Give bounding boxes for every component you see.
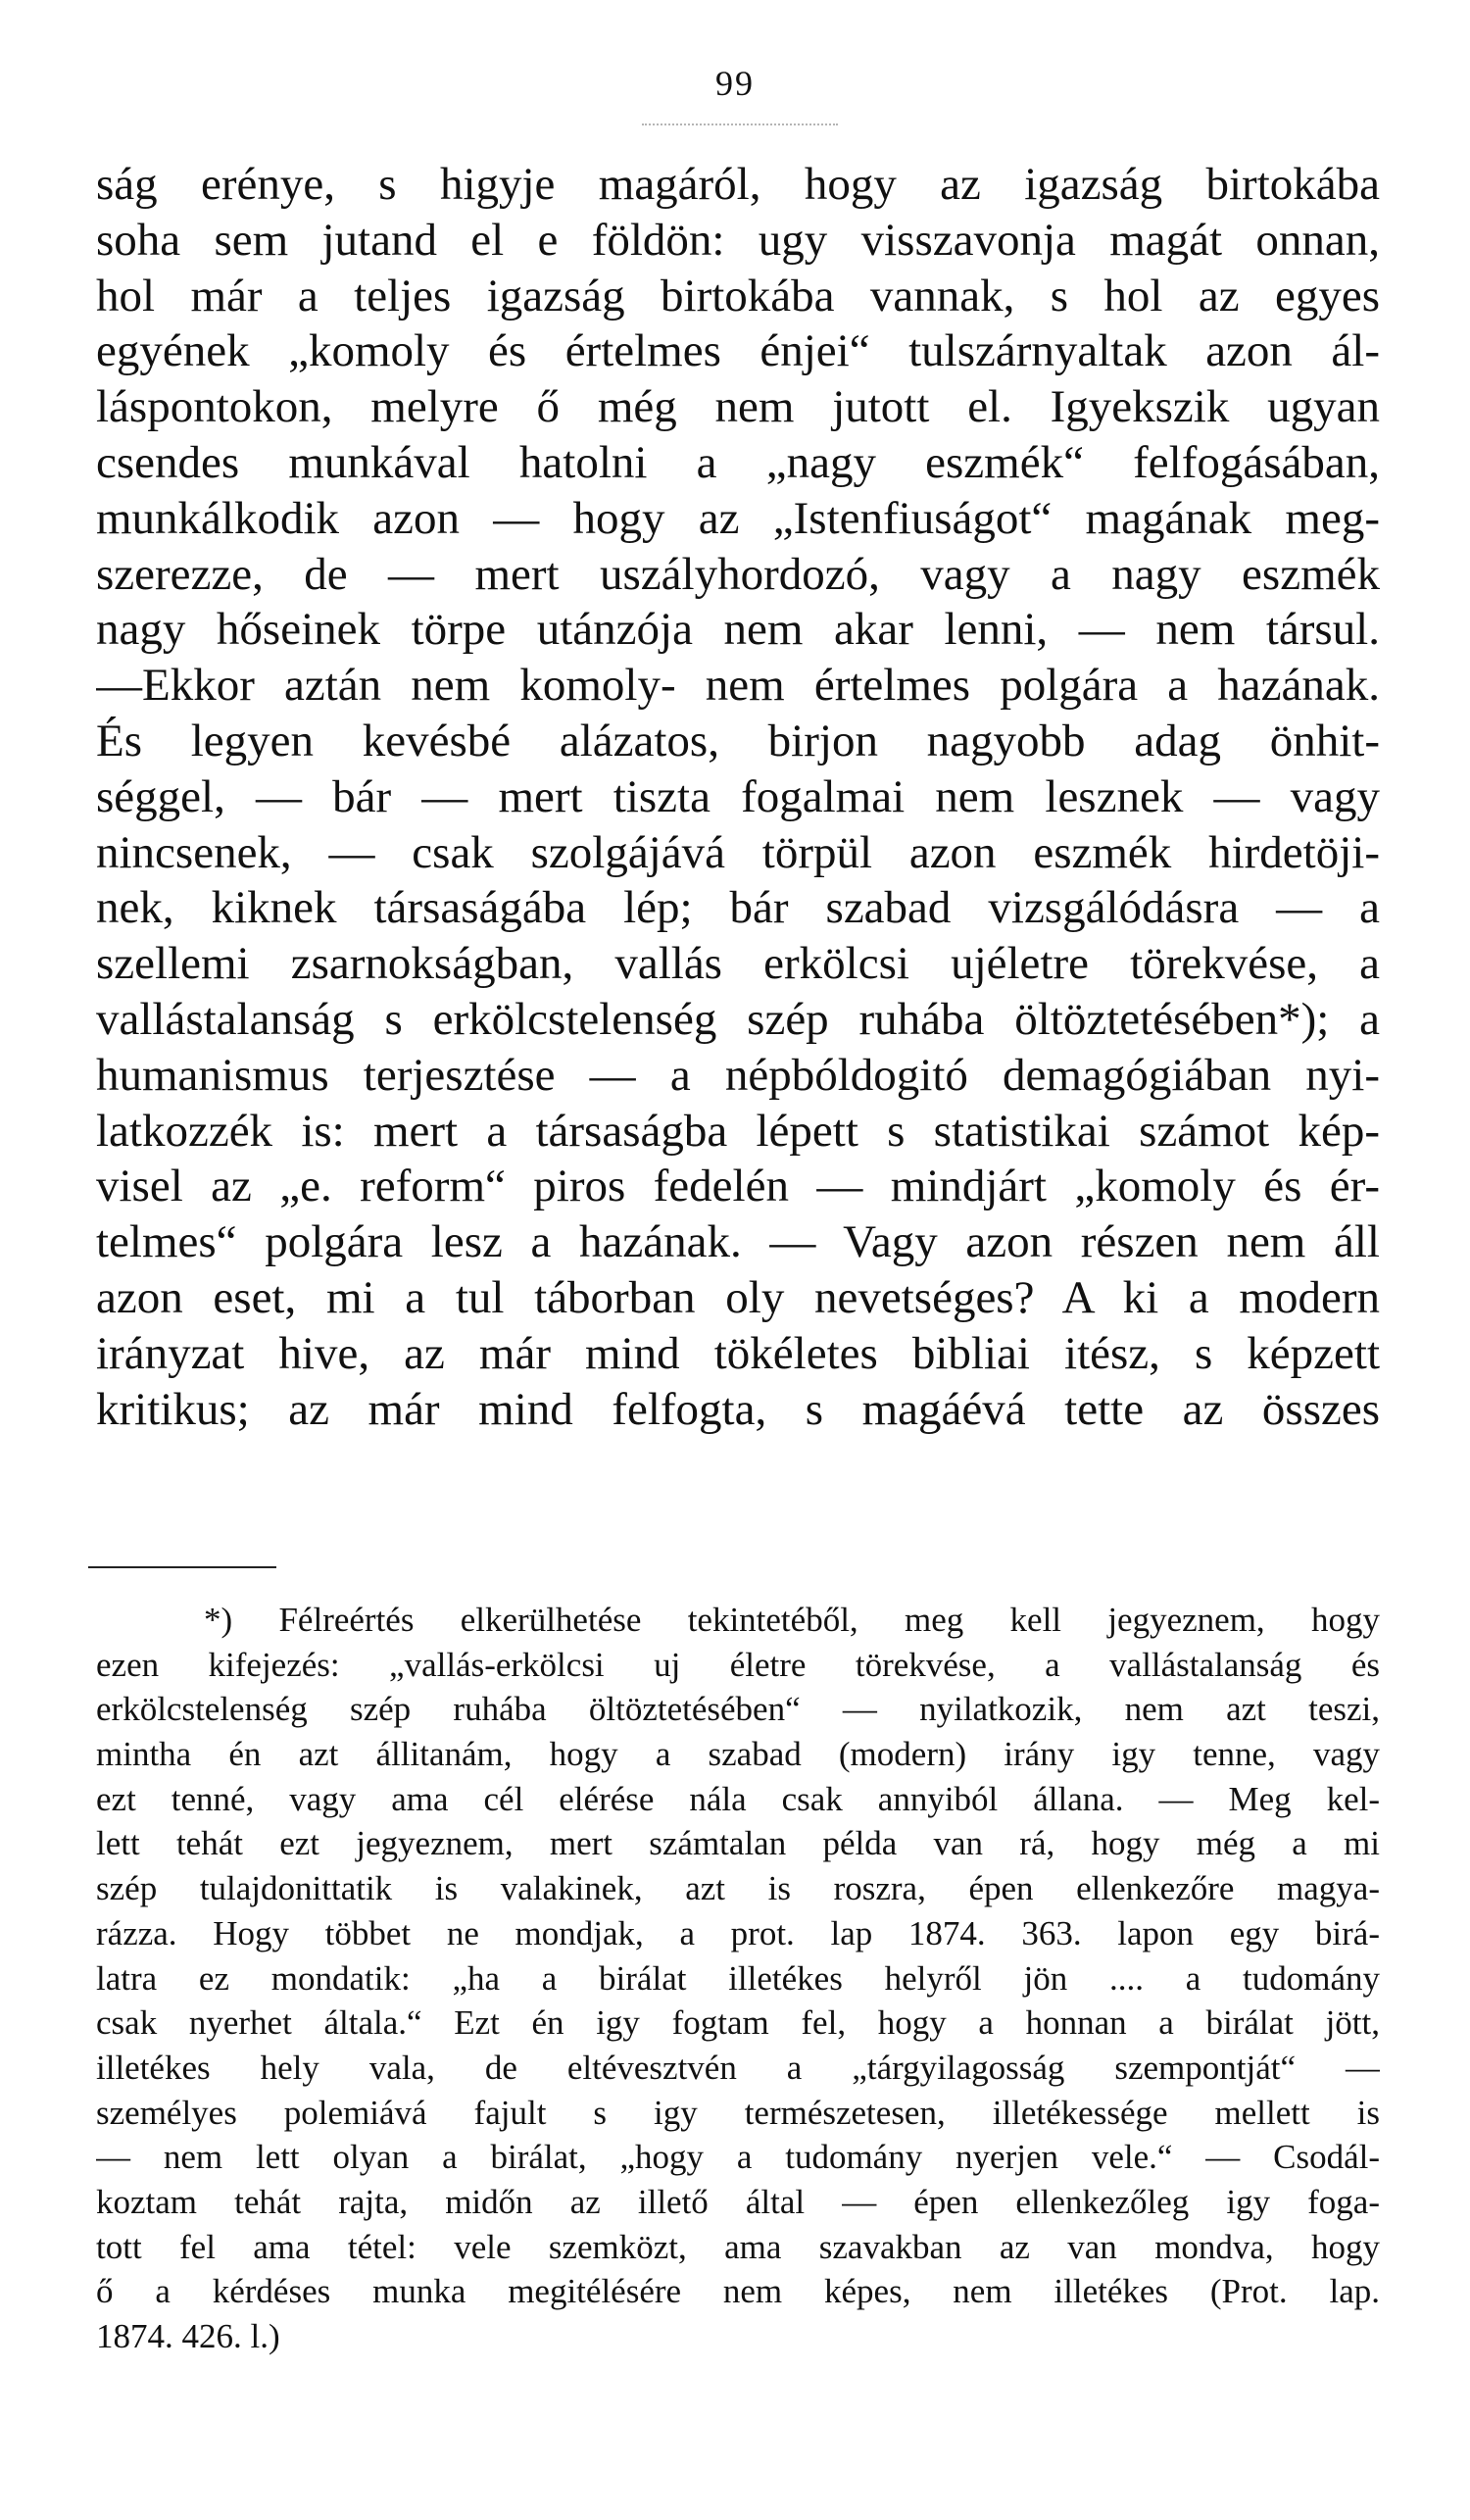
footnote-line: személyes polemiává fajult s igy természetesen, illetékessége mellett is (96, 2093, 1380, 2132)
footnote-line: 1874. 426. l.) (96, 2317, 280, 2355)
text-line: csendes munkával hatolni a „nagy eszmék“ felfogásában, (96, 436, 1380, 488)
text-line: hol már a teljes igazság birtokába vannak, s hol az egyes (96, 270, 1380, 321)
text-line: séggel, — bár — mert tiszta fogalmai nem lesznek — vagy (96, 770, 1380, 822)
footnote-line: csak nyerhet általa.“ Ezt én igy fogtam fel, hogy a honnan a birálat jött, (96, 2003, 1380, 2043)
footnote-divider (88, 1566, 276, 1568)
text-line: humanismus terjesztése — a népbóldogitó demagógiában nyi- (96, 1049, 1380, 1101)
footnote (96, 1598, 1380, 2359)
footnote-line: illetékes hely vala, de eltévesztvén a „tárgyilagosság szempontját“ — (96, 2048, 1380, 2087)
text-line: vallástalanság s erkölcstelenség szép ruhába öltöztetésében*); a (96, 993, 1380, 1045)
text-line: soha sem jutand el e földön: ugy visszavonja magát onnan, (96, 214, 1380, 266)
text-line: azon eset, mi a tul táborban oly nevetséges? A ki a modern (96, 1271, 1380, 1323)
text-line: irányzat hive, az már mind tökéletes bibliai itész, s képzett (96, 1327, 1380, 1379)
footnote-line: ezt tenné, vagy ama cél elérése nála csak annyiból állana. — Meg kel- (96, 1779, 1380, 1818)
page-number: 99 (715, 64, 755, 103)
footnote-line: tott fel ama tétel: vele szemközt, ama szavakban az van mondva, hogy (96, 2227, 1380, 2266)
text-line: munkálkodik azon — hogy az „Istenfiuságot“ magának meg- (96, 492, 1380, 544)
text-line: egyének „komoly és értelmes énjei“ tulszárnyaltak azon ál- (96, 325, 1380, 377)
footnote-line: koztam tehát rajta, midőn az illető által — épen ellenkezőleg igy foga- (96, 2182, 1380, 2221)
footnote-line: ezen kifejezés: „vallás-erkölcsi uj életre törekvése, a vallástalanság és (96, 1645, 1380, 1684)
footnote-line: — nem lett olyan a birálat, „hogy a tudomány nyerjen vele.“ — Csodál- (96, 2138, 1380, 2177)
header-ornament (642, 116, 838, 125)
text-line: latkozzék is: mert a társaságba lépett s statistikai számot kép- (96, 1105, 1380, 1157)
text-line: szellemi zsarnokságban, vallás erkölcsi ujéletre törekvése, a (96, 938, 1380, 990)
footnote-line: latra ez mondatik: „ha a birálat illetékes helyről jön .... a tudomány (96, 1958, 1380, 1998)
footnote-line: lett tehát ezt jegyeznem, mert számtalan példa van rá, hogy még a mi (96, 1824, 1380, 1863)
footnote-line: ő a kérdéses munka megitélésére nem képes, nem illetékes (Prot. lap. (96, 2272, 1380, 2311)
text-line: telmes“ polgára lesz a hazának. — Vagy azon részen nem áll (96, 1216, 1380, 1268)
main-text (96, 157, 1380, 1437)
text-line: —Ekkor aztán nem komoly- nem értelmes polgára a hazának. (96, 660, 1380, 712)
footnote-line: szép tulajdonittatik is valakinek, azt is roszra, épen ellenkezőre magya- (96, 1869, 1380, 1908)
footnote-line: rázza. Hogy többet ne mondjak, a prot. lap 1874. 363. lapon egy birá- (96, 1913, 1380, 1952)
footnote-line: *) Félreértés elkerülhetése tekintetéből, meg kell jegyeznem, hogy (204, 1601, 1380, 1639)
text-line: nincsenek, — csak szolgájává törpül azon eszmék hirdetöji- (96, 826, 1380, 878)
text-line: láspontokon, melyre ő még nem jutott el. Igyekszik ugyan (96, 381, 1380, 433)
text-line: visel az „e. reform“ piros fedelén — mindjárt „komoly és ér- (96, 1161, 1380, 1212)
text-line: ság erénye, s higyje magáról, hogy az igazság birtokába (96, 159, 1380, 210)
text-line: nek, kiknek társaságába lép; bár szabad vizsgálódásra — a (96, 882, 1380, 934)
text-line: És legyen kevésbé alázatos, birjon nagyobb adag önhit- (96, 715, 1380, 766)
text-line: nagy hőseinek törpe utánzója nem akar lenni, — nem társul. (96, 604, 1380, 656)
text-line: kritikus; az már mind felfogta, s magáévá tette az összes (96, 1383, 1380, 1435)
text-line: szerezze, de — mert uszályhordozó, vagy a nagy eszmék (96, 548, 1380, 600)
footnote-line: erkölcstelenség szép ruhába öltöztetésében“ — nyilatkozik, nem azt teszi, (96, 1690, 1380, 1729)
footnote-line: mintha én azt állitanám, hogy a szabad (modern) irány igy tenne, vagy (96, 1735, 1380, 1774)
